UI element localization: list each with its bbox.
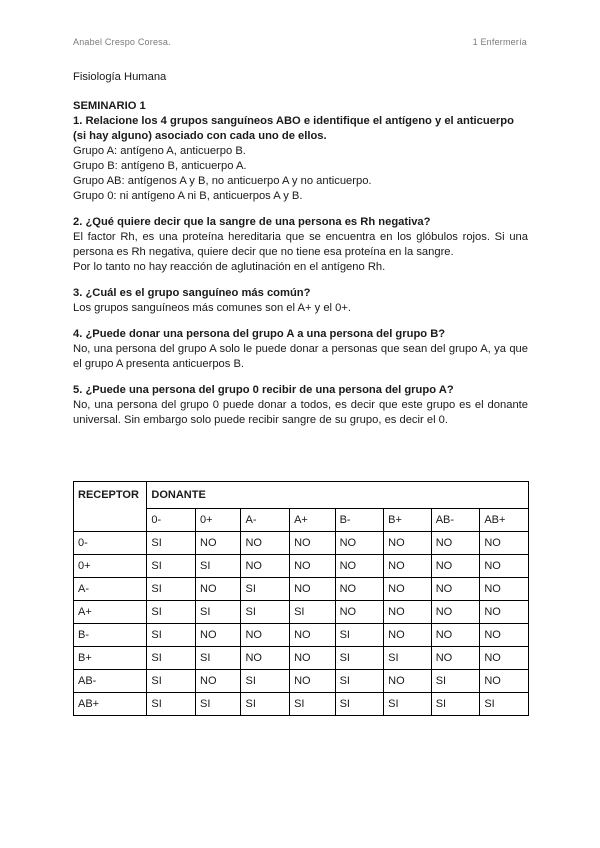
compatibility-cell: SI xyxy=(196,647,241,670)
compatibility-cell: SI xyxy=(335,624,384,647)
compatibility-cell: NO xyxy=(335,601,384,624)
table-row xyxy=(74,555,529,578)
compatibility-cell: NO xyxy=(290,624,335,647)
compatibility-cell: SI xyxy=(241,578,290,601)
answer-3-text: Los grupos sanguíneos más comunes son el A+ y el 0+. xyxy=(73,302,351,314)
compatibility-cell: SI xyxy=(431,670,480,693)
compatibility-cell: NO xyxy=(290,647,335,670)
compatibility-cell: NO xyxy=(335,555,384,578)
answer-line: Grupo B: antígeno B, anticuerpo A. xyxy=(73,160,247,172)
receptor-cell: AB+ xyxy=(74,693,147,716)
compatibility-cell: SI xyxy=(480,693,529,716)
compatibility-cell: SI xyxy=(241,670,290,693)
question-1-text: 1. Relacione los 4 grupos sanguíneos ABO e identifique el antígeno y el anticuerpo (si hay alguno) asociado con cada uno de ellos. xyxy=(73,115,514,142)
table-row xyxy=(74,693,529,716)
answer-2-text: El factor Rh, es una proteína hereditaria que se encuentra en los glóbulos rojos. Si una persona es Rh negativa, quiere decir que no tiene esa proteína en la sangre. xyxy=(73,231,528,258)
compatibility-cell: SI xyxy=(147,647,196,670)
header-author: Anabel Crespo Coresa. xyxy=(73,37,171,47)
receptor-cell: B- xyxy=(74,624,147,647)
compatibility-cell: SI xyxy=(241,601,290,624)
compatibility-cell: NO xyxy=(290,532,335,555)
receptor-cell: 0+ xyxy=(74,555,147,578)
receptor-cell: B+ xyxy=(74,647,147,670)
compatibility-cell: SI xyxy=(147,693,196,716)
compatibility-cell: NO xyxy=(384,601,432,624)
blood-compatibility-table xyxy=(73,481,529,716)
table-row xyxy=(74,601,529,624)
compatibility-cell: NO xyxy=(384,624,432,647)
donor-header-cell: A+ xyxy=(290,509,335,532)
compatibility-cell: NO xyxy=(384,670,432,693)
compatibility-cell: NO xyxy=(384,532,432,555)
compatibility-cell: SI xyxy=(147,601,196,624)
compatibility-cell: SI xyxy=(147,624,196,647)
table-row xyxy=(74,647,529,670)
compatibility-cell: NO xyxy=(480,601,529,624)
document-body xyxy=(73,70,528,428)
compatibility-cell: NO xyxy=(241,647,290,670)
compatibility-cell: NO xyxy=(480,578,529,601)
answer-line: Grupo 0: ni antígeno A ni B, anticuerpos A y B. xyxy=(73,190,303,202)
question-3 xyxy=(73,286,528,316)
donor-header-cell: B+ xyxy=(384,509,432,532)
question-3-text: 3. ¿Cuál es el grupo sanguíneo más común? xyxy=(73,287,311,299)
question-5 xyxy=(73,383,528,428)
table-body xyxy=(74,532,529,716)
compatibility-cell: NO xyxy=(290,578,335,601)
answer-line: Grupo A: antígeno A, anticuerpo B. xyxy=(73,145,246,157)
compatibility-cell: NO xyxy=(196,624,241,647)
question-2 xyxy=(73,215,528,275)
compatibility-cell: NO xyxy=(241,624,290,647)
compatibility-cell: SI xyxy=(147,532,196,555)
compatibility-cell: NO xyxy=(335,532,384,555)
answer-2-conclusion: Por lo tanto no hay reacción de aglutinación en el antígeno Rh. xyxy=(73,261,386,273)
answer-4-text: No, una persona del grupo A solo le puede donar a personas que sean del grupo A, ya que el grupo A presenta anticuerpos B. xyxy=(73,343,528,370)
compatibility-cell: SI xyxy=(290,601,335,624)
compatibility-cell: NO xyxy=(480,532,529,555)
compatibility-cell: SI xyxy=(196,601,241,624)
answer-5-text: No, una persona del grupo 0 puede donar a todos, es decir que este grupo es el donante universal. Sin embargo solo puede recibir sangre de su grupo, es decir el 0. xyxy=(73,399,528,426)
donante-header: DONANTE xyxy=(147,482,529,509)
compatibility-cell: NO xyxy=(431,647,480,670)
compatibility-cell: NO xyxy=(480,647,529,670)
header-course: 1 Enfermería xyxy=(472,37,527,47)
table-row xyxy=(74,670,529,693)
question-4 xyxy=(73,327,528,372)
compatibility-cell: NO xyxy=(241,532,290,555)
compatibility-cell: SI xyxy=(335,670,384,693)
compatibility-cell: SI xyxy=(431,693,480,716)
compatibility-cell: SI xyxy=(384,693,432,716)
compatibility-cell: NO xyxy=(290,670,335,693)
receptor-cell: A- xyxy=(74,578,147,601)
compatibility-cell: SI xyxy=(335,647,384,670)
compatibility-cell: NO xyxy=(335,578,384,601)
compatibility-cell: NO xyxy=(431,578,480,601)
donor-header-cell: 0- xyxy=(147,509,196,532)
compatibility-cell: NO xyxy=(196,578,241,601)
compatibility-cell: NO xyxy=(480,624,529,647)
donor-header-cell: A- xyxy=(241,509,290,532)
compatibility-cell: NO xyxy=(384,578,432,601)
compatibility-cell: NO xyxy=(431,555,480,578)
table-row xyxy=(74,532,529,555)
compatibility-cell: SI xyxy=(147,578,196,601)
compatibility-cell: NO xyxy=(196,532,241,555)
question-2-text: 2. ¿Qué quiere decir que la sangre de una persona es Rh negativa? xyxy=(73,216,431,228)
compatibility-cell: NO xyxy=(241,555,290,578)
donor-header-cell: AB+ xyxy=(480,509,529,532)
answer-line: Grupo AB: antígenos A y B, no anticuerpo A y no anticuerpo. xyxy=(73,175,372,187)
table-row xyxy=(74,578,529,601)
table-row xyxy=(74,624,529,647)
donor-header-cell: 0+ xyxy=(196,509,241,532)
receptor-cell: A+ xyxy=(74,601,147,624)
compatibility-cell: NO xyxy=(431,532,480,555)
question-4-text: 4. ¿Puede donar una persona del grupo A a una persona del grupo B? xyxy=(73,328,446,340)
table-header-row xyxy=(74,482,529,509)
subject-title: Fisiología Humana xyxy=(73,71,167,83)
compatibility-cell: NO xyxy=(431,601,480,624)
compatibility-cell: NO xyxy=(290,555,335,578)
compatibility-cell: NO xyxy=(384,555,432,578)
seminar-title: SEMINARIO 1 xyxy=(73,100,146,112)
compatibility-cell: SI xyxy=(384,647,432,670)
compatibility-cell: SI xyxy=(335,693,384,716)
compatibility-cell: SI xyxy=(196,555,241,578)
compatibility-cell: SI xyxy=(290,693,335,716)
compatibility-cell: NO xyxy=(480,555,529,578)
receptor-cell: 0- xyxy=(74,532,147,555)
compatibility-cell: NO xyxy=(431,624,480,647)
receptor-header: RECEPTOR xyxy=(74,482,147,532)
compatibility-cell: NO xyxy=(480,670,529,693)
donor-header-cell: AB- xyxy=(431,509,480,532)
question-1 xyxy=(73,114,528,204)
compatibility-cell: NO xyxy=(196,670,241,693)
receptor-cell: AB- xyxy=(74,670,147,693)
compatibility-cell: SI xyxy=(147,670,196,693)
question-5-text: 5. ¿Puede una persona del grupo 0 recibir de una persona del grupo A? xyxy=(73,384,454,396)
compatibility-cell: SI xyxy=(241,693,290,716)
compatibility-cell: SI xyxy=(196,693,241,716)
compatibility-cell: SI xyxy=(147,555,196,578)
donor-header-cell: B- xyxy=(335,509,384,532)
